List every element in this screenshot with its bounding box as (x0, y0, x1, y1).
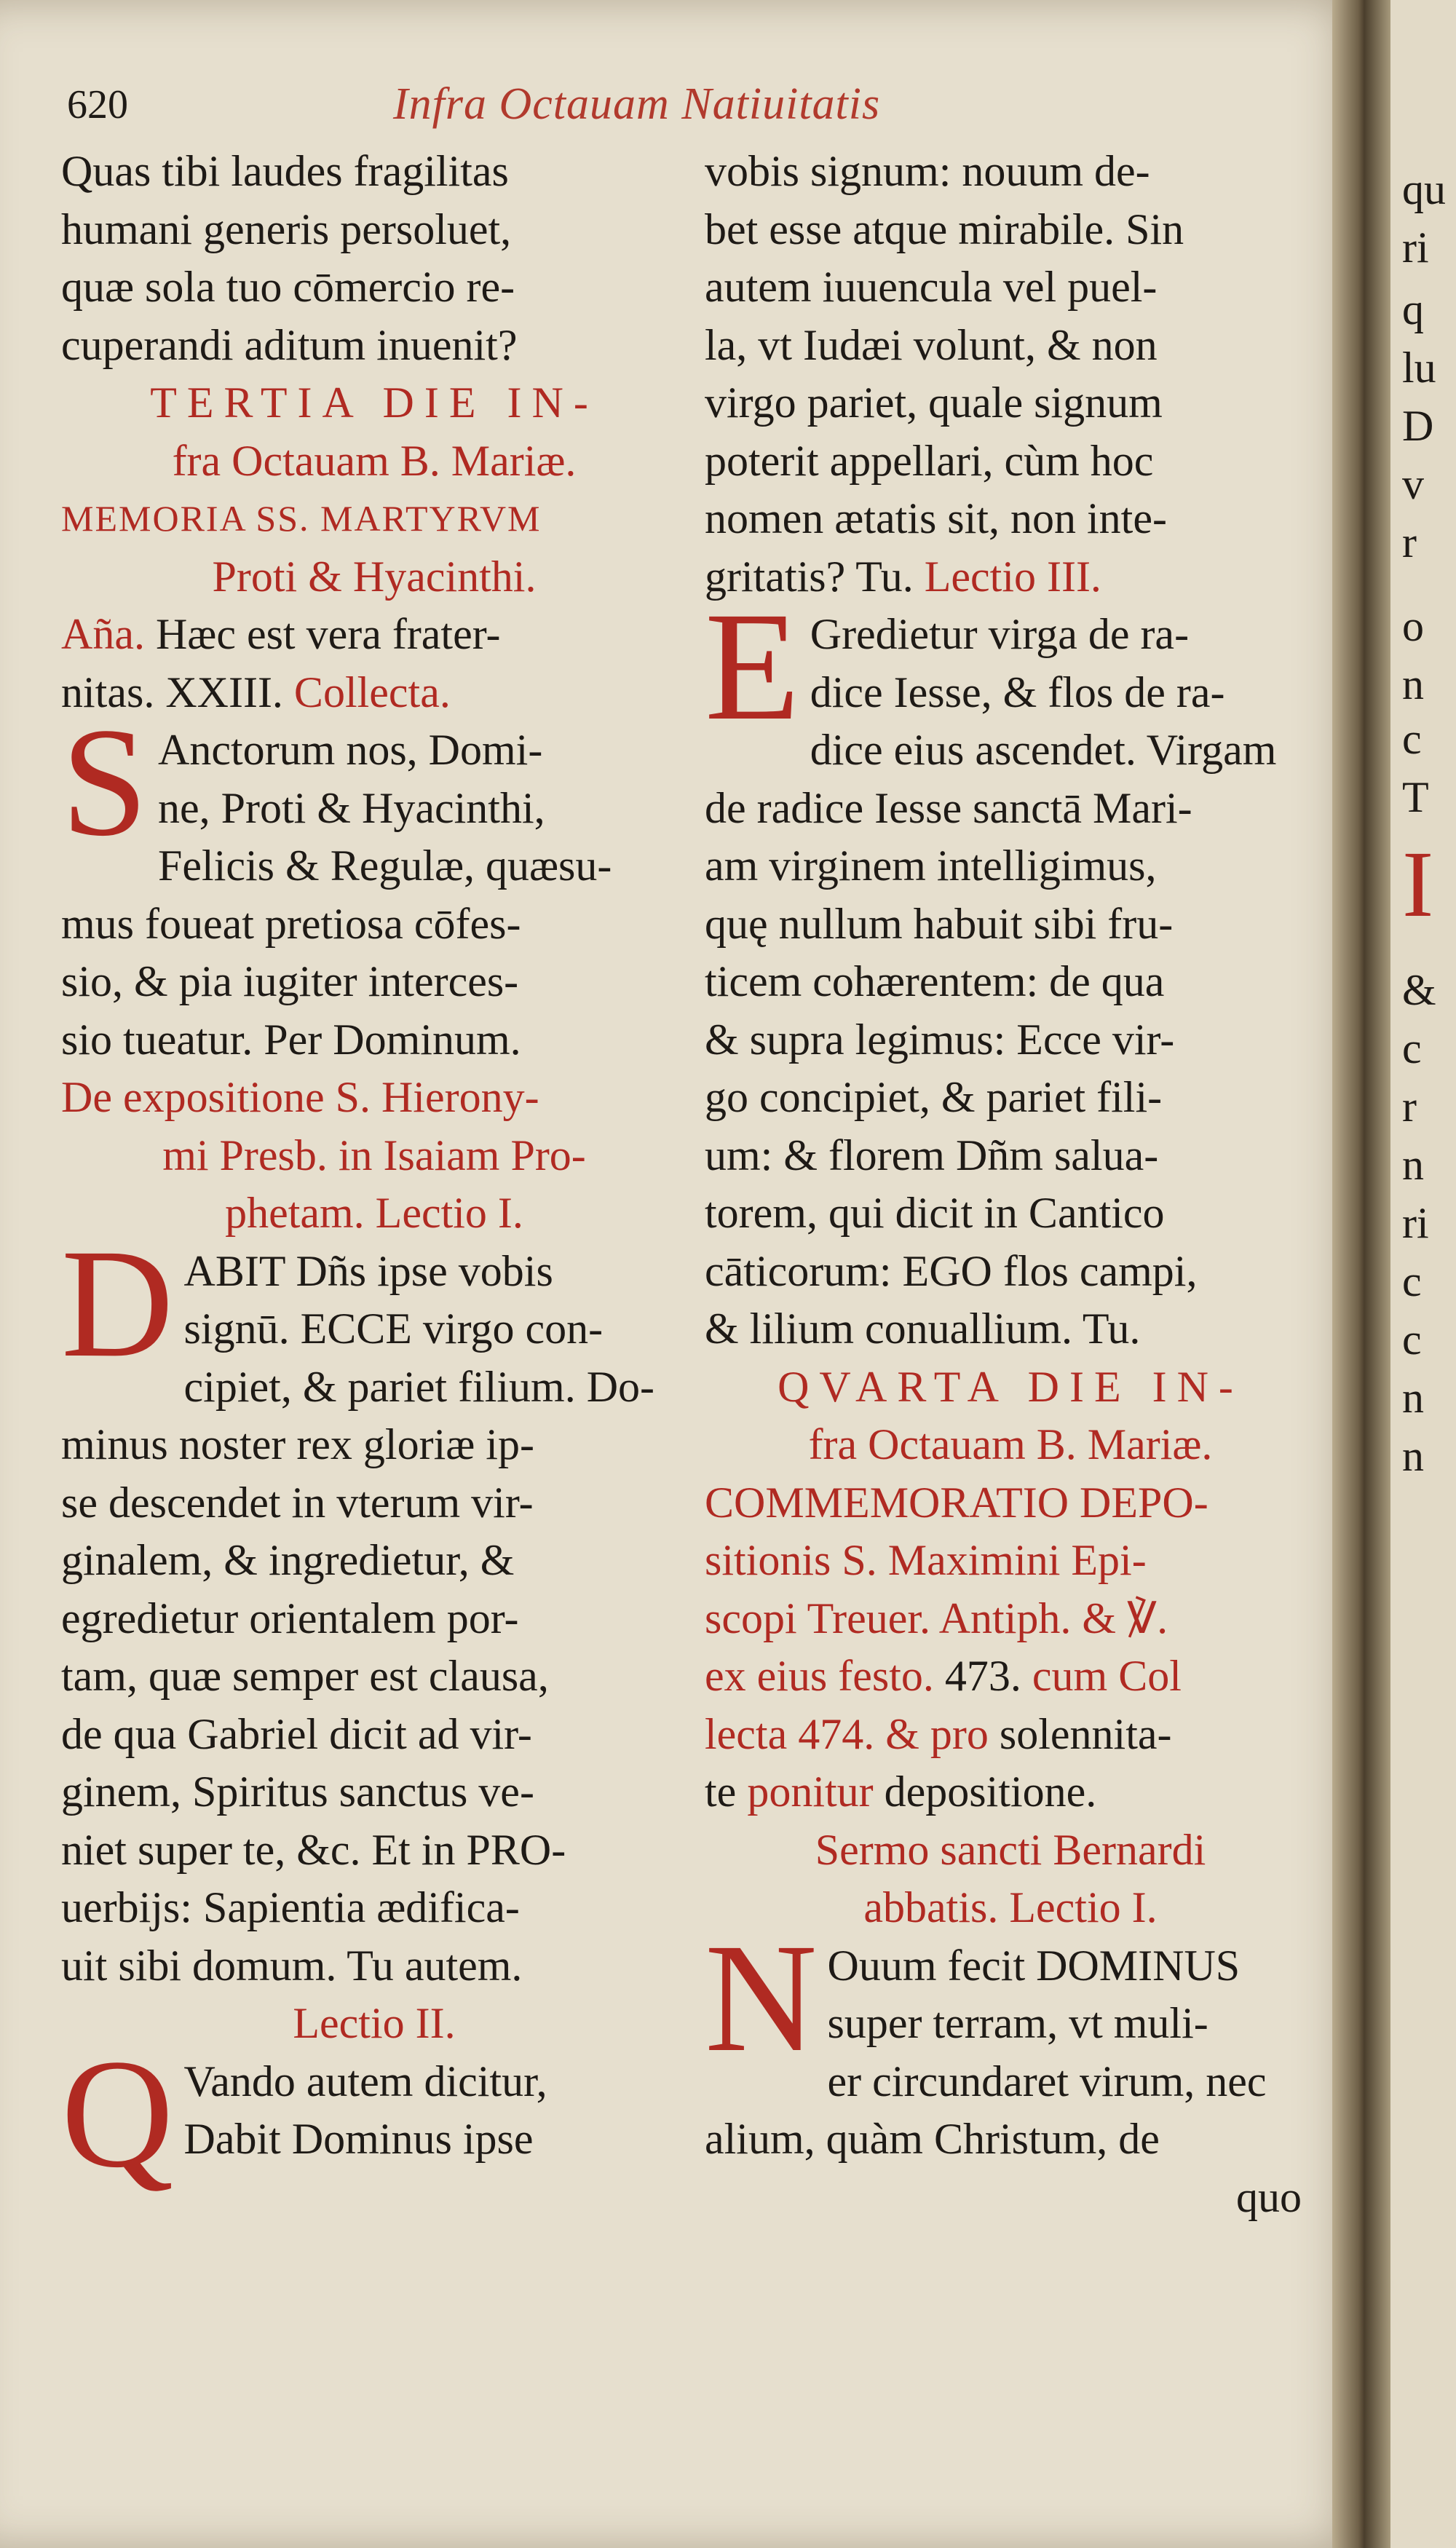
text-span: te (705, 1768, 748, 1816)
fragment: c (1402, 1315, 1422, 1364)
right-column (705, 143, 1316, 2226)
fragment: n (1402, 660, 1424, 708)
fragment: D (1402, 402, 1434, 450)
text-line: sio, & pia iugiter interces- (61, 957, 519, 1005)
text-line: quæ sola tuo cōmercio re- (61, 263, 515, 311)
text-line: uerbijs: Sapientia ædifica- (61, 1883, 520, 1931)
text-span: gritatis? Tu. (705, 552, 925, 601)
text-line: & lilium conuallium. Tu. (705, 1305, 1141, 1353)
text-line: cuperandi aditum inuenit? (61, 320, 518, 369)
text-line: egredietur orientalem por- (61, 1594, 519, 1642)
fragment: & (1402, 966, 1436, 1014)
fragment: c (1402, 1257, 1422, 1305)
rubric-word: ponitur (747, 1768, 874, 1816)
text-line (61, 664, 687, 722)
text-line (705, 1763, 1316, 1821)
text-line: & supra legimus: Ecce vir- (705, 1015, 1175, 1064)
text-line: alium, quàm Christum, de (705, 2115, 1160, 2163)
rubric-heading: QVARTA DIE IN- (778, 1362, 1243, 1411)
text-line: niet super te, &c. Et in PRO- (61, 1825, 566, 1874)
text-span: Hæc est vera frater- (144, 610, 501, 658)
text-line: signū. ECCE virgo con- (183, 1305, 604, 1353)
rubric-line: abbatis. Lectio I. (863, 1883, 1158, 1931)
fragment: qu (1402, 165, 1446, 213)
rubric-line: scopi Treuer. Antiph. & ℣. (705, 1594, 1168, 1642)
rubric-line: COMMEMORATIO DEPO- (705, 1478, 1208, 1527)
text-line: cipiet, & pariet filium. Do- (183, 1362, 655, 1411)
text-line: er circundaret virum, nec (827, 2057, 1267, 2105)
running-head: Infra Octauam Natiuitatis (393, 79, 881, 129)
text-span: solennita- (999, 1709, 1172, 1758)
text-line: um: & florem Dñm salua- (705, 1131, 1159, 1179)
rubric-label: Collecta. (293, 668, 451, 716)
text-line: ginalem, & ingredietur, & (61, 1536, 515, 1584)
rubric-label: Lectio III. (924, 552, 1101, 601)
text-line: Quas tibi laudes fragilitas (61, 147, 509, 195)
drop-cap: S (61, 696, 149, 869)
drop-cap: E (705, 580, 800, 753)
text-span: 473. (944, 1652, 1021, 1700)
text-line: sio tueatur. Per Dominum. (61, 1015, 521, 1064)
rubric-heading: MEMORIA SS. MARTYRVM (61, 498, 542, 539)
rubric-line (705, 1706, 1316, 1764)
text-line: de radice Iesse sanctā Mari- (705, 783, 1192, 832)
text-line: Felicis & Regulæ, quæsu- (158, 842, 612, 890)
fragment: T (1402, 773, 1429, 821)
text-line: go concipiet, & pariet fili- (705, 1073, 1163, 1121)
fragment-initial: I (1402, 832, 1434, 937)
text-span: lecta 474. & pro (705, 1709, 1000, 1758)
text-line: ABIT Dñs ipse vobis (183, 1246, 553, 1295)
text-span: depositione. (873, 1768, 1097, 1816)
text-line: torem, qui dicit in Cantico (705, 1189, 1165, 1237)
rubric-line: fra Octauam B. Mariæ. (172, 436, 577, 485)
fragment: r (1402, 1083, 1417, 1131)
text-line: Dabit Dominus ipse (183, 2115, 534, 2163)
fragment: v (1402, 460, 1424, 508)
text-line: ticem cohærentem: de qua (705, 957, 1165, 1005)
text-line: vobis signum: nouum de- (705, 147, 1150, 195)
fragment: o (1402, 602, 1424, 650)
fragment: n (1402, 1374, 1424, 1422)
fragment: lu (1402, 344, 1436, 392)
text-span: ex eius festo. (705, 1652, 945, 1700)
fragment: ri (1402, 223, 1429, 272)
text-line: humani generis persoluet, (61, 205, 512, 253)
catchword: quo (1236, 2172, 1302, 2221)
text-line: se descendet in vterum vir- (61, 1478, 534, 1527)
text-line: nomen ætatis sit, non inte- (705, 494, 1167, 542)
text-line: am virginem intelligimus, (705, 842, 1157, 890)
fragment: ri (1402, 1199, 1429, 1247)
rubric-line: De expositione S. Hierony- (61, 1073, 539, 1121)
fragment: n (1402, 1141, 1424, 1189)
fragment: q (1402, 285, 1424, 333)
text-line: ginem, Spiritus sanctus ve- (61, 1768, 534, 1816)
text-line: dice eius ascendet. Virgam (810, 726, 1277, 774)
paragraph-lectio-2 (61, 2027, 687, 2200)
text-line: dice Iesse, & flos de ra- (810, 668, 1225, 716)
text-line: Vando autem dicitur, (183, 2057, 547, 2105)
rubric-line: Lectio II. (293, 1999, 456, 2047)
text-span: cum Col (1021, 1652, 1182, 1700)
text-line: poterit appellari, cùm hoc (705, 436, 1154, 485)
text-line: Anctorum nos, Domi- (158, 726, 543, 774)
text-line: minus noster rex gloriæ ip- (61, 1420, 534, 1468)
rubric-line: Proti & Hyacinthi. (212, 552, 537, 601)
antiphon-line (61, 606, 687, 664)
facing-page-edge (1390, 0, 1456, 2548)
rubric-line (705, 1647, 1316, 1706)
text-line: ne, Proti & Hyacinthi, (158, 783, 545, 832)
rubric-line: fra Octauam B. Mariæ. (808, 1420, 1213, 1468)
rubric-abbrev: Aña. (61, 610, 145, 658)
rubric-line: Sermo sancti Bernardi (815, 1825, 1206, 1874)
text-line: quę nullum habuit sibi fru- (705, 899, 1174, 948)
text-line: de qua Gabriel dicit ad vir- (61, 1709, 532, 1758)
text-span: nitas. XXIII. (61, 668, 294, 716)
left-column (61, 143, 687, 2200)
text-line: bet esse atque mirabile. Sin (705, 205, 1184, 253)
text-line: mus foueat pretiosa cōfes- (61, 899, 521, 948)
drop-cap: N (705, 1911, 818, 2084)
page-number: 620 (67, 82, 128, 127)
text-line: autem iuuencula vel puel- (705, 263, 1158, 311)
text-line: Ouum fecit DOMINUS (827, 1941, 1241, 1990)
book-gutter (1332, 0, 1390, 2548)
rubric-heading: TERTIA DIE IN- (150, 379, 598, 427)
text-line: Gredietur virga de ra- (810, 610, 1190, 658)
text-line: tam, quæ semper est clausa, (61, 1652, 549, 1700)
fragment: n (1402, 1432, 1424, 1480)
text-line: super terram, vt muli- (827, 1999, 1208, 2047)
drop-cap: D (61, 1216, 174, 1390)
fragment: r (1402, 518, 1417, 566)
rubric-line: mi Presb. in Isaiam Pro- (162, 1131, 586, 1179)
drop-cap: Q (61, 2027, 174, 2200)
fragment: c (1402, 715, 1422, 763)
rubric-line: phetam. Lectio I. (225, 1189, 523, 1237)
rubric-line: sitionis S. Maximini Epi- (705, 1536, 1147, 1584)
text-line: la, vt Iudæi volunt, & non (705, 320, 1158, 369)
text-line: cāticorum: EGO flos campi, (705, 1246, 1198, 1295)
text-line: virgo pariet, quale signum (705, 379, 1163, 427)
fragment: c (1402, 1024, 1422, 1072)
text-line: uit sibi domum. Tu autem. (61, 1941, 523, 1990)
text-line (705, 548, 1316, 606)
